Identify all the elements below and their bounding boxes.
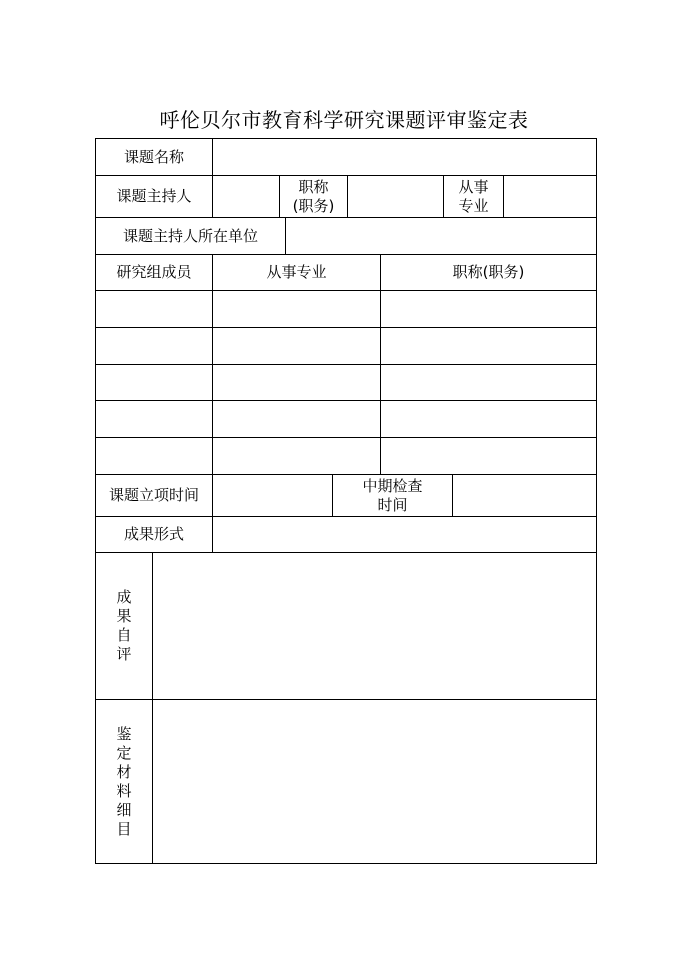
midterm-time-label (333, 475, 452, 516)
appraisal-materials-field[interactable] (153, 700, 596, 863)
appraisal-char: 鉴 (116, 724, 132, 743)
members-major-header: 从事专业 (266, 263, 327, 281)
page-title: 呼伦贝尔市教育科学研究课题评审鉴定表 (159, 108, 529, 132)
appraisal-char: 细 (116, 800, 132, 819)
self-eval-char: 评 (116, 645, 132, 663)
member-3-name-field[interactable] (96, 365, 212, 400)
host-major-field[interactable] (504, 176, 596, 217)
member-4-major-field[interactable] (213, 401, 380, 437)
host-title-label (280, 176, 347, 217)
self-eval-field[interactable] (153, 553, 596, 699)
self-eval-char: 成 (116, 588, 132, 606)
table-border-bottom (95, 863, 597, 864)
host-label: 课题主持人 (116, 187, 192, 205)
member-2-major-field[interactable] (213, 328, 380, 364)
host-major-label-line2: 专业 (458, 196, 489, 215)
member-4-title-field[interactable] (381, 401, 596, 437)
member-2-title-field[interactable] (381, 328, 596, 364)
result-form-label: 成果形式 (123, 525, 184, 543)
self-eval-label (96, 553, 152, 699)
member-5-name-field[interactable] (96, 438, 212, 474)
self-eval-char: 果 (116, 607, 132, 625)
midterm-time-label-line2: 时间 (377, 495, 408, 514)
table-border-right (596, 138, 597, 864)
topic-name-field[interactable] (213, 139, 596, 175)
host-title-label-line2: (职务) (292, 196, 335, 215)
result-form-field[interactable] (213, 517, 596, 552)
members-label: 研究组成员 (116, 263, 192, 281)
host-major-label-line1: 从事 (458, 177, 489, 196)
member-3-title-field[interactable] (381, 365, 596, 400)
midterm-time-label-line1: 中期检查 (362, 476, 423, 495)
project-time-field[interactable] (213, 475, 332, 516)
midterm-time-field[interactable] (453, 475, 596, 516)
project-time-label: 课题立项时间 (108, 486, 199, 504)
member-5-title-field[interactable] (381, 438, 596, 474)
host-unit-label: 课题主持人所在单位 (122, 226, 258, 245)
member-1-major-field[interactable] (213, 291, 380, 327)
member-1-title-field[interactable] (381, 291, 596, 327)
member-1-name-field[interactable] (96, 291, 212, 327)
host-major-label (444, 176, 503, 217)
self-eval-char: 自 (116, 626, 132, 644)
appraisal-char: 材 (116, 762, 132, 781)
host-title-field[interactable] (348, 176, 443, 217)
appraisal-char: 定 (116, 743, 132, 762)
member-3-major-field[interactable] (213, 365, 380, 400)
host-title-label-line1: 职称 (298, 177, 329, 196)
topic-name-label: 课题名称 (123, 147, 184, 166)
host-unit-field[interactable] (286, 218, 596, 254)
member-2-name-field[interactable] (96, 328, 212, 364)
appraisal-char: 目 (116, 819, 132, 838)
member-5-major-field[interactable] (213, 438, 380, 474)
members-title-header: 职称(职务) (452, 263, 525, 281)
member-4-name-field[interactable] (96, 401, 212, 437)
host-name-field[interactable] (213, 176, 279, 217)
appraisal-char: 料 (116, 781, 132, 800)
appraisal-materials-label (96, 700, 152, 863)
